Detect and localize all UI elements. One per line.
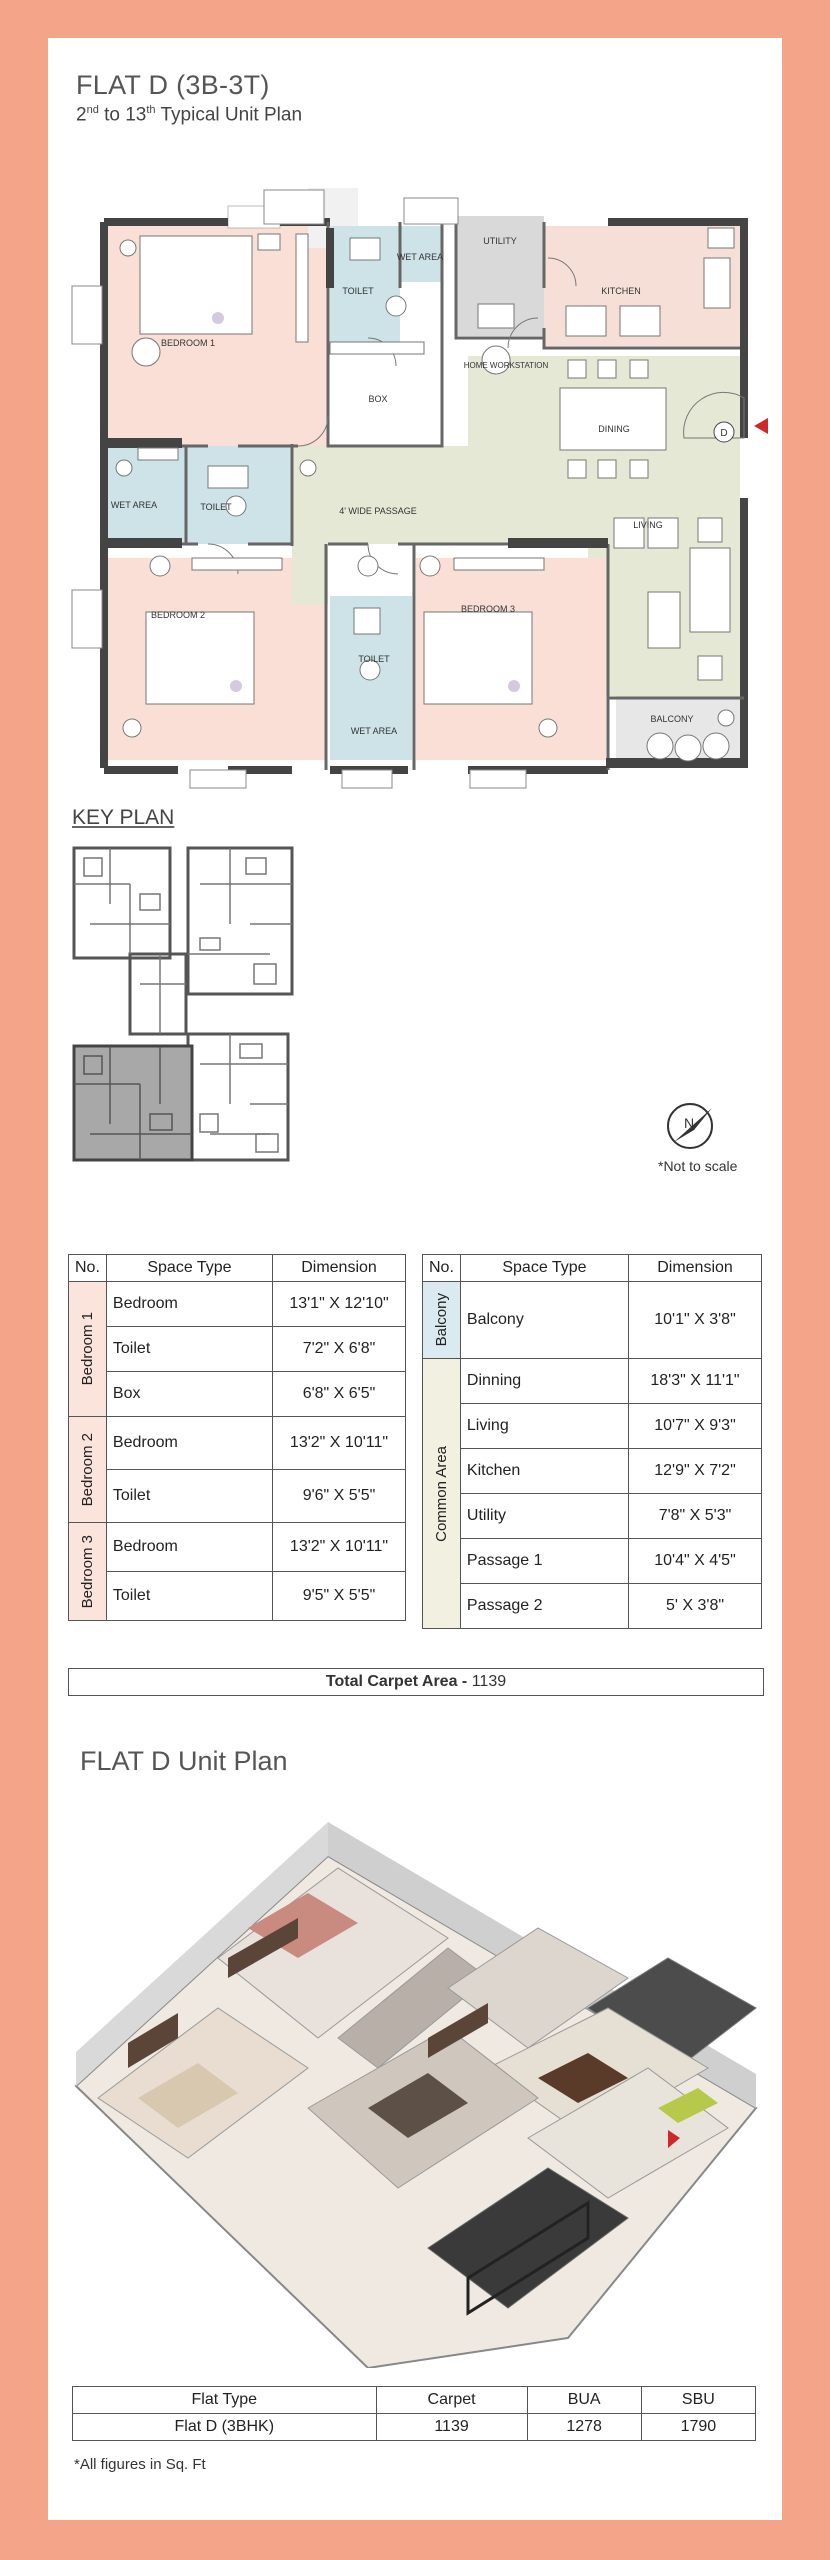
- total-carpet-area: Total Carpet Area - 1139: [68, 1668, 764, 1696]
- label-toilet1: TOILET: [342, 286, 374, 296]
- group-label: Bedroom 1: [69, 1282, 107, 1417]
- table-row: Balcony Balcony 10'1" X 3'8": [423, 1282, 762, 1359]
- group-label: Common Area: [423, 1359, 461, 1629]
- label-home-workstation: HOME WORKSTATION: [463, 361, 549, 370]
- table-row: Toilet 9'5" X 5'5": [69, 1572, 406, 1621]
- north-compass: [664, 1098, 724, 1159]
- table-row: Kitchen 12'9" X 7'2": [423, 1449, 762, 1494]
- label-kitchen: KITCHEN: [601, 286, 641, 296]
- table-row: Toilet 7'2" X 6'8": [69, 1327, 406, 1372]
- area-summary-table: [72, 2386, 756, 2441]
- label-bedroom2: BEDROOM 2: [150, 610, 206, 620]
- page-subtitle: 2nd to 13th Typical Unit Plan: [76, 104, 303, 126]
- space-table-right: [422, 1254, 762, 1629]
- label-wet-area2: WET AREA: [110, 500, 158, 510]
- label-wet-area1: WET AREA: [396, 252, 444, 262]
- label-wet-area3: WET AREA: [350, 726, 398, 736]
- table-header-row: Flat Type Carpet BUA SBU: [73, 2387, 756, 2414]
- label-box: BOX: [368, 394, 388, 404]
- table-row: Passage 1 10'4" X 4'5": [423, 1539, 762, 1584]
- label-bedroom1: BEDROOM 1: [160, 338, 216, 348]
- isometric-unit-render: [68, 1808, 768, 2373]
- group-label: Balcony: [423, 1282, 461, 1359]
- box-area: [330, 343, 442, 443]
- toilet2-area: [186, 446, 292, 544]
- table-header-row: No. Space Type Dimension: [423, 1255, 762, 1282]
- table-row: Living 10'7" X 9'3": [423, 1404, 762, 1449]
- svg-text:N: N: [684, 1115, 695, 1131]
- label-bedroom3: BEDROOM 3: [460, 604, 516, 614]
- table-row: Bedroom 3 Bedroom 13'2" X 10'11": [69, 1523, 406, 1572]
- group-label: Bedroom 2: [69, 1417, 107, 1523]
- unit-plan-title: FLAT D Unit Plan: [80, 1746, 288, 1776]
- key-plan-diagram: [70, 844, 360, 1189]
- footnote: *All figures in Sq. Ft: [74, 2456, 206, 2473]
- entry-marker: D: [720, 428, 728, 439]
- label-dining: DINING: [598, 424, 630, 434]
- table-row: Utility 7'8" X 5'3": [423, 1494, 762, 1539]
- label-toilet3: TOILET: [358, 654, 390, 664]
- table-row: Toilet 9'6" X 5'5": [69, 1470, 406, 1523]
- entry-arrow-icon: [754, 418, 768, 434]
- table-header-row: No. Space Type Dimension: [69, 1255, 406, 1282]
- table-row: Bedroom 2 Bedroom 13'2" X 10'11": [69, 1417, 406, 1470]
- label-passage: 4' WIDE PASSAGE: [339, 506, 417, 516]
- table-row: Flat D (3BHK) 1139 1278 1790: [73, 2414, 756, 2441]
- table-row: Passage 2 5' X 3'8": [423, 1584, 762, 1629]
- label-toilet2: TOILET: [200, 502, 232, 512]
- document-sheet: [48, 38, 782, 2520]
- table-row: Bedroom 1 Bedroom 13'1" X 12'10": [69, 1282, 406, 1327]
- label-utility: UTILITY: [483, 236, 517, 246]
- wet-area2: [106, 446, 186, 544]
- table-row: Box 6'8" X 6'5": [69, 1372, 406, 1417]
- key-plan-title: KEY PLAN: [72, 806, 175, 829]
- label-living: LIVING: [633, 520, 663, 530]
- space-table-left: [68, 1254, 406, 1621]
- group-label: Bedroom 3: [69, 1523, 107, 1621]
- key-plan-highlight: [74, 1046, 192, 1160]
- passage-area: [292, 446, 472, 544]
- page-title: FLAT D (3B-3T): [76, 70, 270, 100]
- label-balcony: BALCONY: [650, 714, 694, 724]
- floor-plan: [68, 138, 768, 808]
- not-to-scale-note: *Not to scale: [658, 1158, 738, 1174]
- table-row: Common Area Dinning 18'3" X 11'1": [423, 1359, 762, 1404]
